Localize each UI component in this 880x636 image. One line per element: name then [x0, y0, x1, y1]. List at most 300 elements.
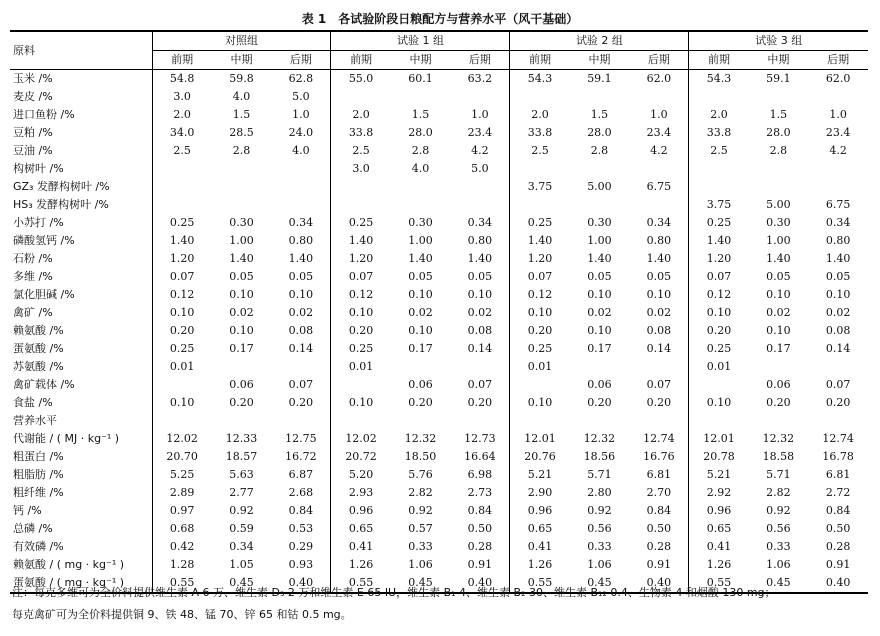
- cell-value: 0.02: [825, 306, 851, 319]
- table-row: [10, 412, 868, 430]
- cell-value: 2.0: [352, 108, 370, 121]
- cell-value: 1.40: [271, 250, 331, 268]
- table-row: [10, 448, 868, 466]
- header-raw-material: 原料: [10, 31, 152, 70]
- cell-value: 0.14: [629, 340, 689, 358]
- cell-value: 0.08: [629, 322, 689, 340]
- row-label: 食盐 /%: [10, 394, 152, 412]
- cell-value: 5.25: [169, 468, 195, 481]
- table-body: [10, 70, 868, 594]
- cell-value: [152, 412, 212, 430]
- cell-value: 4.0: [271, 142, 331, 160]
- cell-value: [331, 196, 391, 214]
- cell-value: 1.40: [527, 234, 553, 247]
- cell-value: 0.10: [825, 288, 851, 301]
- header-period: 中期: [588, 53, 611, 66]
- cell-value: 20.76: [524, 450, 556, 463]
- cell-value: [629, 412, 689, 430]
- cell-value: 0.05: [450, 268, 510, 286]
- cell-value: 12.33: [225, 432, 258, 445]
- cell-value: [570, 412, 630, 430]
- cell-value: 1.20: [706, 252, 732, 265]
- cell-value: [450, 88, 510, 106]
- cell-value: [152, 196, 212, 214]
- row-label: 麦皮 /%: [10, 88, 152, 106]
- cell-value: 2.77: [229, 486, 254, 499]
- cell-value: 0.80: [629, 232, 689, 250]
- cell-value: 1.40: [408, 252, 433, 265]
- cell-value: 1.40: [706, 234, 732, 247]
- cell-value: 0.40: [825, 576, 851, 589]
- cell-value: 0.30: [408, 216, 433, 229]
- cell-value: 2.68: [271, 484, 331, 502]
- cell-value: 0.50: [450, 520, 510, 538]
- cell-value: 1.26: [706, 558, 732, 571]
- cell-value: 16.78: [822, 450, 854, 463]
- cell-value: 0.05: [629, 268, 689, 286]
- cell-value: [510, 88, 570, 106]
- cell-value: 0.84: [629, 502, 689, 520]
- cell-value: [450, 358, 510, 376]
- cell-value: 0.10: [629, 286, 689, 304]
- cell-value: 0.17: [229, 342, 254, 355]
- cell-value: 3.0: [352, 162, 370, 175]
- cell-value: 12.32: [404, 432, 437, 445]
- header-period: 后期: [271, 51, 331, 70]
- cell-value: 54.3: [706, 72, 732, 85]
- header-group-control: 对照组: [152, 31, 331, 51]
- cell-value: [749, 88, 809, 106]
- cell-value: [271, 412, 331, 430]
- cell-value: 2.92: [706, 486, 732, 499]
- table-row: [10, 304, 868, 322]
- cell-value: 0.68: [169, 522, 195, 535]
- cell-value: 0.10: [450, 286, 510, 304]
- table-row: [10, 196, 868, 214]
- cell-value: [629, 358, 689, 376]
- row-label: 总磷 /%: [10, 520, 152, 538]
- cell-value: 1.40: [450, 250, 510, 268]
- cell-value: 0.56: [587, 522, 612, 535]
- cell-value: 0.06: [587, 378, 612, 391]
- footnote-line-2: 每克禽矿可为全价料提供铜 9、铁 48、锰 70、锌 65 和钴 0.5 mg。: [12, 608, 352, 621]
- cell-value: 5.0: [450, 160, 510, 178]
- table-row: [10, 214, 868, 232]
- table-row: [10, 322, 868, 340]
- cell-value: 2.70: [629, 484, 689, 502]
- cell-value: 0.33: [408, 540, 433, 553]
- cell-value: 1.0: [629, 106, 689, 124]
- cell-value: 5.20: [348, 468, 374, 481]
- cell-value: 0.28: [825, 540, 851, 553]
- cell-value: 0.08: [450, 322, 510, 340]
- cell-value: 2.72: [825, 486, 851, 499]
- row-label: 多维 /%: [10, 268, 152, 286]
- cell-value: 2.89: [169, 486, 195, 499]
- cell-value: 1.0: [450, 106, 510, 124]
- cell-value: 0.02: [450, 304, 510, 322]
- cell-value: 0.25: [348, 342, 374, 355]
- cell-value: 12.02: [166, 432, 198, 445]
- cell-value: 62.8: [271, 70, 331, 89]
- row-label: GZ₃ 发酵构树叶 /%: [10, 178, 152, 196]
- cell-value: 0.08: [271, 322, 331, 340]
- cell-value: 1.20: [169, 252, 195, 265]
- cell-value: [749, 178, 809, 196]
- table-row: [10, 394, 868, 412]
- cell-value: 0.05: [587, 270, 612, 283]
- cell-value: 0.07: [450, 376, 510, 394]
- cell-value: 62.0: [825, 72, 851, 85]
- cell-value: 20.78: [703, 450, 735, 463]
- cell-value: 1.5: [769, 108, 788, 121]
- cell-value: 2.5: [710, 144, 728, 157]
- cell-value: 0.20: [766, 396, 791, 409]
- cell-value: [808, 358, 868, 376]
- cell-value: 18.50: [404, 450, 437, 463]
- cell-value: 12.75: [271, 430, 331, 448]
- cell-value: 0.01: [706, 360, 732, 373]
- cell-value: 2.0: [531, 108, 549, 121]
- cell-value: 33.8: [348, 126, 374, 139]
- cell-value: 0.10: [271, 286, 331, 304]
- cell-value: [689, 376, 749, 394]
- cell-value: 3.0: [173, 90, 191, 103]
- cell-value: 6.87: [271, 466, 331, 484]
- cell-value: 1.5: [411, 108, 430, 121]
- row-label: 赖氨酸 / ( mg · kg⁻¹ ): [10, 556, 152, 574]
- cell-value: [331, 412, 391, 430]
- cell-value: 5.00: [587, 180, 612, 193]
- cell-value: 2.5: [531, 144, 549, 157]
- cell-value: 0.10: [587, 324, 612, 337]
- cell-value: [391, 412, 451, 430]
- cell-value: 0.10: [706, 306, 732, 319]
- table-row: [10, 268, 868, 286]
- cell-value: 2.8: [590, 144, 609, 157]
- cell-value: 0.53: [271, 520, 331, 538]
- cell-value: 5.21: [527, 468, 553, 481]
- cell-value: 0.25: [527, 342, 553, 355]
- cell-value: 33.8: [527, 126, 553, 139]
- cell-value: 3.75: [527, 180, 553, 193]
- header-period: 后期: [827, 53, 850, 66]
- cell-value: 63.2: [450, 70, 510, 89]
- cell-value: 1.0: [829, 108, 847, 121]
- table-footnote: [12, 582, 872, 626]
- cell-value: 12.32: [762, 432, 795, 445]
- cell-value: 0.05: [229, 270, 254, 283]
- cell-value: 0.34: [229, 540, 254, 553]
- cell-value: 0.65: [348, 522, 374, 535]
- cell-value: 28.5: [229, 126, 254, 139]
- cell-value: 1.06: [587, 558, 612, 571]
- cell-value: 16.64: [450, 448, 510, 466]
- cell-value: [212, 178, 272, 196]
- cell-value: 0.10: [766, 288, 791, 301]
- cell-value: 0.02: [408, 306, 433, 319]
- cell-value: 1.5: [232, 108, 251, 121]
- cell-value: 0.10: [348, 306, 374, 319]
- cell-value: 6.98: [450, 466, 510, 484]
- cell-value: 0.84: [450, 502, 510, 520]
- cell-value: 0.12: [348, 288, 374, 301]
- cell-value: 0.10: [587, 288, 612, 301]
- cell-value: 0.40: [450, 574, 510, 593]
- cell-value: 0.57: [408, 522, 433, 535]
- cell-value: 0.45: [587, 576, 612, 589]
- cell-value: 0.45: [766, 576, 791, 589]
- cell-value: 0.50: [825, 522, 851, 535]
- cell-value: [391, 196, 451, 214]
- cell-value: 0.10: [408, 324, 433, 337]
- header-period: 中期: [230, 53, 253, 66]
- cell-value: 1.00: [229, 234, 254, 247]
- cell-value: 0.20: [169, 324, 195, 337]
- cell-value: [808, 178, 868, 196]
- row-label: 苏氨酸 /%: [10, 358, 152, 376]
- cell-value: [749, 412, 809, 430]
- table-row: [10, 232, 868, 250]
- header-period: 后期: [629, 51, 689, 70]
- cell-value: 0.01: [169, 360, 195, 373]
- cell-value: 0.07: [825, 378, 851, 391]
- cell-value: 16.72: [271, 448, 331, 466]
- cell-value: 1.40: [348, 234, 374, 247]
- cell-value: 0.12: [706, 288, 732, 301]
- cell-value: [689, 178, 749, 196]
- cell-value: [212, 358, 272, 376]
- cell-value: 1.26: [348, 558, 374, 571]
- cell-value: 20.72: [345, 450, 377, 463]
- cell-value: [391, 178, 451, 196]
- row-label: 禽矿载体 /%: [10, 376, 152, 394]
- cell-value: 0.20: [271, 394, 331, 412]
- cell-value: 0.41: [706, 540, 732, 553]
- cell-value: 2.8: [411, 144, 430, 157]
- cell-value: 0.02: [587, 306, 612, 319]
- header-period: 前期: [350, 53, 373, 66]
- cell-value: 4.2: [629, 142, 689, 160]
- cell-value: 5.21: [706, 468, 732, 481]
- cell-value: 28.0: [766, 126, 791, 139]
- cell-value: 0.96: [348, 504, 374, 517]
- cell-value: [808, 412, 868, 430]
- header-period: 后期: [450, 51, 510, 70]
- cell-value: 4.2: [450, 142, 510, 160]
- cell-value: [689, 412, 749, 430]
- cell-value: 0.01: [348, 360, 374, 373]
- cell-value: 28.0: [587, 126, 612, 139]
- cell-value: 0.10: [348, 396, 374, 409]
- cell-value: 0.20: [229, 396, 254, 409]
- table-row: [10, 106, 868, 124]
- cell-value: 0.06: [766, 378, 791, 391]
- header-period: 前期: [529, 53, 552, 66]
- table-row: [10, 124, 868, 142]
- cell-value: 0.06: [229, 378, 254, 391]
- cell-value: 0.14: [450, 340, 510, 358]
- header-period: 中期: [767, 53, 790, 66]
- cell-value: [689, 88, 749, 106]
- cell-value: [331, 178, 391, 196]
- cell-value: 5.00: [766, 198, 791, 211]
- cell-value: 18.58: [762, 450, 795, 463]
- cell-value: 0.10: [766, 324, 791, 337]
- cell-value: [510, 376, 570, 394]
- cell-value: 0.07: [348, 270, 374, 283]
- cell-value: 12.74: [822, 432, 854, 445]
- cell-value: 0.17: [408, 342, 433, 355]
- table-row: [10, 538, 868, 556]
- cell-value: [749, 358, 809, 376]
- row-label: 蛋氨酸 /%: [10, 340, 152, 358]
- cell-value: 0.14: [825, 342, 851, 355]
- cell-value: 0.20: [348, 324, 374, 337]
- cell-value: 62.0: [629, 70, 689, 89]
- cell-value: 0.05: [408, 270, 433, 283]
- table-row: [10, 178, 868, 196]
- cell-value: 0.07: [706, 270, 732, 283]
- cell-value: 6.81: [825, 468, 851, 481]
- table-row: [10, 520, 868, 538]
- header-group-trial-3: 试验 3 组: [689, 31, 868, 51]
- cell-value: [629, 160, 689, 178]
- cell-value: 0.20: [527, 324, 553, 337]
- cell-value: 1.00: [587, 234, 612, 247]
- row-label: 豆油 /%: [10, 142, 152, 160]
- table-row: [10, 430, 868, 448]
- row-label: 构树叶 /%: [10, 160, 152, 178]
- cell-value: 20.70: [166, 450, 198, 463]
- cell-value: 0.01: [527, 360, 553, 373]
- cell-value: 0.55: [706, 576, 732, 589]
- cell-value: 0.10: [408, 288, 433, 301]
- cell-value: 1.20: [527, 252, 553, 265]
- cell-value: 0.84: [271, 502, 331, 520]
- table-row: [10, 376, 868, 394]
- cell-value: [510, 196, 570, 214]
- cell-value: 5.71: [587, 468, 612, 481]
- cell-value: [808, 88, 868, 106]
- cell-value: 54.8: [169, 72, 195, 85]
- cell-value: 0.20: [450, 394, 510, 412]
- cell-value: 0.07: [629, 376, 689, 394]
- row-label: HS₃ 发酵构树叶 /%: [10, 196, 152, 214]
- table-row: [10, 466, 868, 484]
- cell-value: [331, 376, 391, 394]
- cell-value: 16.76: [629, 448, 689, 466]
- cell-value: 0.65: [706, 522, 732, 535]
- cell-value: 5.0: [271, 88, 331, 106]
- cell-value: 0.92: [229, 504, 254, 517]
- cell-value: 0.34: [629, 214, 689, 232]
- cell-value: 1.06: [766, 558, 791, 571]
- cell-value: 0.28: [450, 538, 510, 556]
- cell-value: 2.8: [232, 144, 251, 157]
- cell-value: [212, 412, 272, 430]
- row-label: 钙 /%: [10, 502, 152, 520]
- table-row: [10, 340, 868, 358]
- cell-value: 0.10: [229, 324, 254, 337]
- cell-value: [570, 160, 630, 178]
- cell-value: [271, 196, 331, 214]
- cell-value: 0.55: [527, 576, 553, 589]
- cell-value: 0.96: [706, 504, 732, 517]
- cell-value: 2.0: [173, 108, 191, 121]
- cell-value: 0.59: [229, 522, 254, 535]
- cell-value: 0.45: [408, 576, 433, 589]
- cell-value: 0.30: [229, 216, 254, 229]
- cell-value: [749, 160, 809, 178]
- cell-value: 0.02: [629, 304, 689, 322]
- cell-value: 0.06: [408, 378, 433, 391]
- cell-value: [570, 196, 630, 214]
- cell-value: 2.82: [766, 486, 791, 499]
- cell-value: 0.02: [229, 306, 254, 319]
- cell-value: 23.4: [825, 126, 851, 139]
- cell-value: 6.81: [629, 466, 689, 484]
- row-label: 氯化胆碱 /%: [10, 286, 152, 304]
- cell-value: [689, 160, 749, 178]
- cell-value: 0.20: [825, 396, 851, 409]
- cell-value: 2.73: [450, 484, 510, 502]
- cell-value: 59.1: [587, 72, 612, 85]
- cell-value: 1.40: [169, 234, 195, 247]
- cell-value: 2.5: [352, 144, 370, 157]
- cell-value: [450, 178, 510, 196]
- cell-value: [450, 196, 510, 214]
- cell-value: 1.26: [527, 558, 553, 571]
- row-label: 蛋氨酸 / ( mg · kg⁻¹ ): [10, 574, 152, 593]
- cell-value: 12.32: [583, 432, 616, 445]
- row-label: 粗脂肪 /%: [10, 466, 152, 484]
- footnote-line-1: 注：每克多维可为全价料提供维生素 A 6 万、维生素 D₃ 2 万和维生素 E 65 IU，维生素 B₁ 4、维生素 B₂ 30、维生素 B₁₂ 0.4、生物素 4 和烟酸 130 mg；: [12, 586, 776, 599]
- cell-value: [510, 160, 570, 178]
- cell-value: 6.75: [629, 178, 689, 196]
- cell-value: 6.75: [825, 198, 851, 211]
- cell-value: 12.02: [345, 432, 377, 445]
- cell-value: 1.40: [766, 252, 791, 265]
- cell-value: [570, 358, 630, 376]
- cell-value: 0.10: [169, 396, 195, 409]
- row-label: 石粉 /%: [10, 250, 152, 268]
- cell-value: 0.25: [706, 216, 732, 229]
- cell-value: [271, 178, 331, 196]
- cell-value: 0.20: [706, 324, 732, 337]
- cell-value: 2.90: [527, 486, 553, 499]
- cell-value: 12.01: [703, 432, 735, 445]
- cell-value: 0.40: [629, 574, 689, 593]
- cell-value: 55.0: [348, 72, 374, 85]
- table-row: [10, 358, 868, 376]
- table-row: [10, 70, 868, 89]
- row-label: 代谢能 / ( MJ · kg⁻¹ ): [10, 430, 152, 448]
- header-period: 前期: [171, 53, 194, 66]
- cell-value: 0.91: [450, 556, 510, 574]
- cell-value: 2.93: [348, 486, 374, 499]
- cell-value: 0.92: [408, 504, 433, 517]
- cell-value: 0.10: [706, 396, 732, 409]
- cell-value: 0.20: [408, 396, 433, 409]
- cell-value: 0.25: [527, 216, 553, 229]
- cell-value: 0.41: [527, 540, 553, 553]
- table-caption: 表 1 各试验阶段日粮配方与营养水平（风干基础）: [301, 12, 579, 26]
- cell-value: 0.30: [587, 216, 612, 229]
- cell-value: 0.29: [271, 538, 331, 556]
- header-period: 中期: [409, 53, 432, 66]
- cell-value: [152, 376, 212, 394]
